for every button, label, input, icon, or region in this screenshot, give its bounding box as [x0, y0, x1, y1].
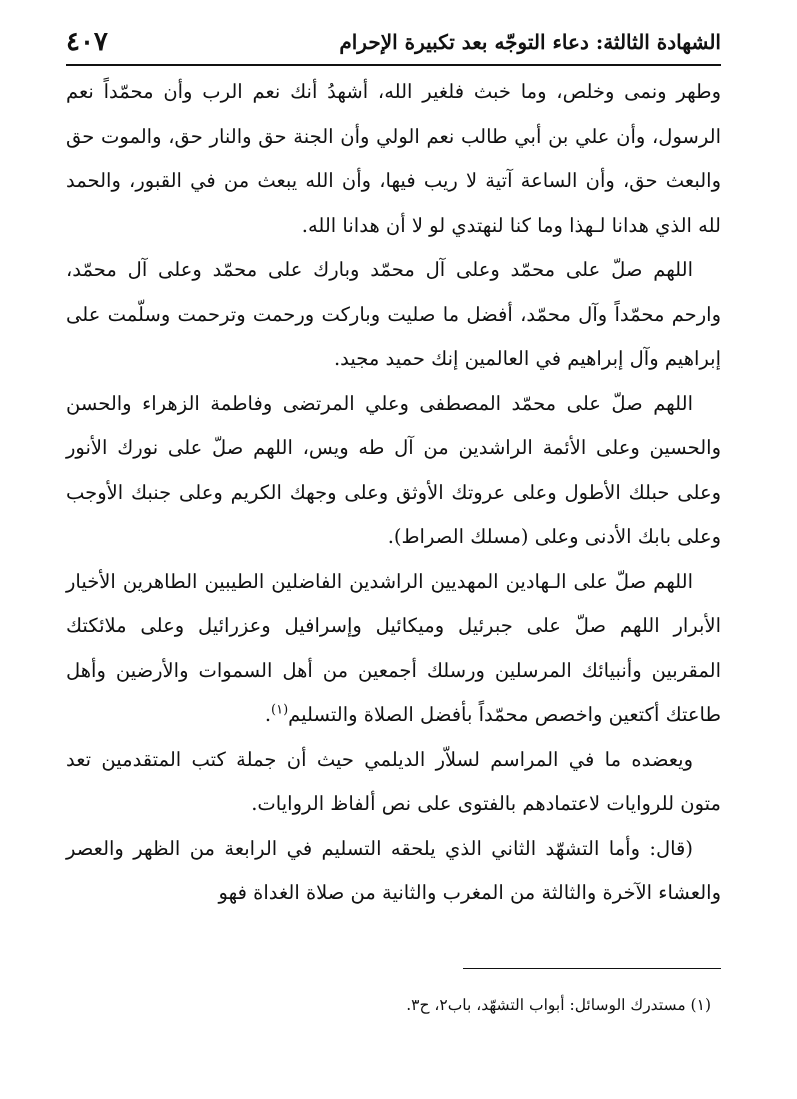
paragraph-4-text: اللهم صلّ على الـهادين المهديين الراشدين الفاضلين الطيبين الطاهرين الأخيار الأبرار اللهم صلّ على جبرئيل وميكائيل وإسرافيل وعزرائيل وعلى ملائكتك المقربين وأنبيائك المرسلين ورسلك أجمعين من أهل السموات والأرضين وأهل طاعتك أكتعين واخصص محمّداً بأفضل الصلاة والتسليم	[66, 569, 721, 726]
page-header	[66, 20, 721, 64]
paragraph-4	[66, 560, 721, 738]
paragraph-2: اللهم صلّ على محمّد وعلى آل محمّد وبارك على محمّد وعلى آل محمّد، وارحم محمّداً وآل محمّد، أفضل ما صليت وباركت ورحمت وترحمت وسلّمت على إبراهيم وآل إبراهيم في العالمين إنك حميد مجيد.	[66, 258, 721, 370]
footnote-separator	[463, 968, 721, 969]
paragraph-4-end: .	[264, 703, 272, 726]
paragraph-1: وطهر ونمى وخلص، وما خبث فلغير الله، أشهدُ أنك نعم الرب وأن محمّداً نعم الرسول، وأن علي بن أبي طالب نعم الولي وأن الجنة حق والنار حق، والموت حق والبعث حق، وأن الساعة آتية لا ريب فيها، وأن الله يبعث من في القبور، والحمد لله الذي هدانا لـهذا وما كنا لنهتدي لو لا أن هدانا الله.	[66, 80, 721, 237]
paragraph-6: (قال: وأما التشهّد الثاني الذي يلحقه التسليم في الرابعة من الظهر والعصر والعشاء الآخرة والثالثة من المغرب والثانية من صلاة الغداة فهو	[66, 836, 721, 904]
footnote-1: (١) مستدرك الوسائل: أبواب التشهّد، باب٢، ح٣.	[406, 996, 711, 1014]
paragraph-5: ويعضده ما في المراسم لسلاّر الديلمي حيث أن جملة كتب المتقدمين تعد متون للروايات لاعتمادهم بالفتوى على نص ألفاظ الروايات.	[66, 747, 721, 815]
header-rule	[66, 64, 721, 66]
paragraph-3: اللهم صلّ على محمّد المصطفى وعلي المرتضى وفاطمة الزهراء والحسن والحسين وعلى الأئمة الراشدين من آل طه ويس، اللهم صلّ على نورك الأنور وعلى حبلك الأطول وعلى عروتك الأوثق وعلى وجهك الكريم وعلى جنبك الأوجب وعلى بابك الأدنى وعلى (مسلك الصراط).	[66, 391, 721, 548]
footnote-reference[interactable]: (١)	[271, 702, 289, 718]
body-text	[66, 70, 721, 916]
page-number: ٤٠٧	[66, 27, 108, 57]
running-title: الشهادة الثالثة: دعاء التوجّه بعد تكبيرة الإحرام	[339, 30, 721, 54]
